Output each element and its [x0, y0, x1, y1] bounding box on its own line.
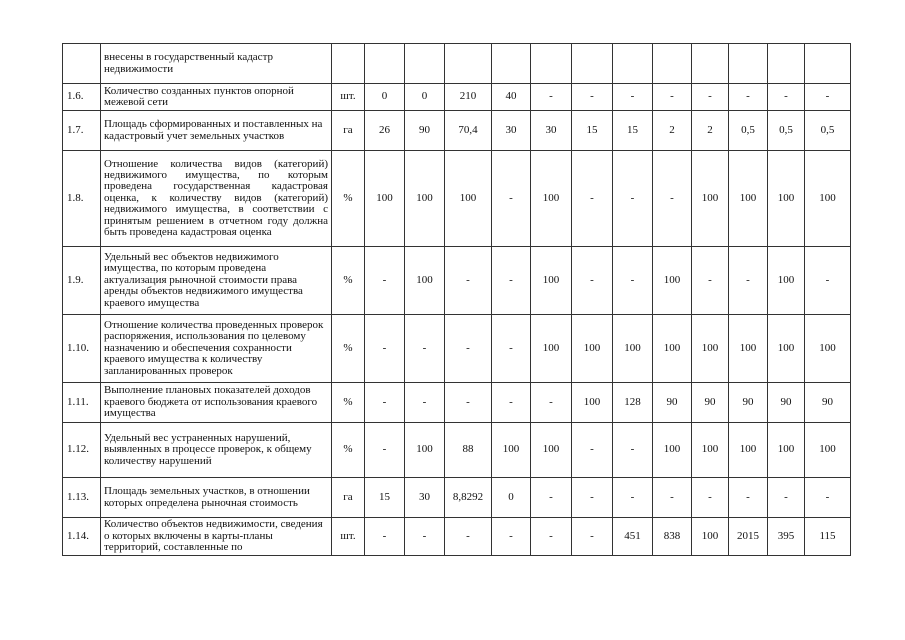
value-cell: -	[492, 383, 531, 423]
value-cell: -	[572, 151, 613, 247]
value-cell: 0	[492, 478, 531, 518]
value-cell: -	[653, 151, 692, 247]
value-cell: -	[445, 518, 492, 556]
unit-cell: %	[332, 383, 365, 423]
unit-cell: %	[332, 151, 365, 247]
value-cell: -	[692, 247, 729, 315]
value-cell: 100	[729, 423, 768, 478]
value-cell: -	[445, 383, 492, 423]
value-cell: -	[572, 423, 613, 478]
value-cell: 100	[692, 151, 729, 247]
indicator-description: внесены в государственный кадастр недвижимости	[101, 44, 332, 84]
indicator-description: Площадь сформированных и поставленных на кадастровый учет земельных участков	[101, 111, 332, 151]
value-cell	[653, 44, 692, 84]
value-cell	[613, 44, 653, 84]
value-cell: 100	[805, 423, 851, 478]
table-row	[63, 383, 851, 423]
indicator-description: Отношение количества видов (категорий) недвижимого имущества, по которым проведена государственная кадастровая оценка, к количеству видов (категорий) недвижимого имущества, в соответствии с принятым решением в отчетном году должна быть проведена кадастровая оценка	[101, 151, 332, 247]
value-cell: -	[653, 478, 692, 518]
table-row	[63, 478, 851, 518]
value-cell: 100	[768, 247, 805, 315]
indicator-description: Удельный вес устраненных нарушений, выявленных в процессе проверок, к общему количеству нарушений	[101, 423, 332, 478]
value-cell: 100	[572, 383, 613, 423]
value-cell: 210	[445, 84, 492, 111]
value-cell: -	[805, 247, 851, 315]
value-cell: 70,4	[445, 111, 492, 151]
value-cell: -	[531, 383, 572, 423]
unit-cell: шт.	[332, 518, 365, 556]
value-cell: -	[613, 478, 653, 518]
value-cell: 0,5	[729, 111, 768, 151]
value-cell: 100	[365, 151, 405, 247]
table-row	[63, 315, 851, 383]
value-cell	[692, 44, 729, 84]
value-cell: 100	[805, 315, 851, 383]
indicator-description: Удельный вес объектов недвижимого имущества, по которым проведена актуализация рыночной стоимости права аренды объектов недвижимого имущества краевого имущества	[101, 247, 332, 315]
value-cell: 100	[445, 151, 492, 247]
value-cell: -	[613, 423, 653, 478]
value-cell	[445, 44, 492, 84]
value-cell	[729, 44, 768, 84]
value-cell: 100	[768, 423, 805, 478]
unit-cell	[332, 44, 365, 84]
value-cell: 100	[653, 247, 692, 315]
value-cell: 451	[613, 518, 653, 556]
value-cell: -	[365, 247, 405, 315]
value-cell: 100	[572, 315, 613, 383]
value-cell: 100	[492, 423, 531, 478]
value-cell: 15	[365, 478, 405, 518]
value-cell: 100	[405, 247, 445, 315]
value-cell: -	[805, 84, 851, 111]
value-cell: 100	[768, 315, 805, 383]
value-cell: -	[405, 518, 445, 556]
value-cell: 90	[768, 383, 805, 423]
table-row	[63, 151, 851, 247]
value-cell: -	[729, 478, 768, 518]
row-number	[63, 44, 101, 84]
value-cell: -	[492, 247, 531, 315]
value-cell	[531, 44, 572, 84]
value-cell: 2	[653, 111, 692, 151]
table-row	[63, 423, 851, 478]
row-number: 1.14.	[63, 518, 101, 556]
table-row	[63, 44, 851, 84]
value-cell: -	[729, 247, 768, 315]
value-cell: -	[445, 315, 492, 383]
value-cell	[405, 44, 445, 84]
unit-cell: шт.	[332, 84, 365, 111]
value-cell: 100	[729, 151, 768, 247]
value-cell: 15	[572, 111, 613, 151]
indicator-table-body	[63, 44, 851, 556]
value-cell: 100	[653, 315, 692, 383]
value-cell: 100	[692, 423, 729, 478]
row-number: 1.12.	[63, 423, 101, 478]
value-cell: 88	[445, 423, 492, 478]
value-cell: -	[531, 84, 572, 111]
value-cell: -	[768, 478, 805, 518]
table-row	[63, 111, 851, 151]
value-cell: 2015	[729, 518, 768, 556]
value-cell: -	[729, 84, 768, 111]
indicator-description: Площадь земельных участков, в отношении которых определена рыночная стоимость	[101, 478, 332, 518]
value-cell: -	[692, 478, 729, 518]
value-cell: -	[692, 84, 729, 111]
value-cell: 90	[653, 383, 692, 423]
value-cell: -	[572, 478, 613, 518]
value-cell: 100	[531, 423, 572, 478]
value-cell: -	[365, 383, 405, 423]
value-cell: 8,8292	[445, 478, 492, 518]
value-cell: 100	[653, 423, 692, 478]
value-cell: 40	[492, 84, 531, 111]
value-cell: 100	[613, 315, 653, 383]
value-cell: 0,5	[805, 111, 851, 151]
value-cell: -	[405, 315, 445, 383]
value-cell: 100	[531, 247, 572, 315]
value-cell: 100	[805, 151, 851, 247]
value-cell: -	[365, 518, 405, 556]
value-cell: -	[492, 315, 531, 383]
row-number: 1.6.	[63, 84, 101, 111]
value-cell: -	[492, 518, 531, 556]
value-cell: -	[768, 84, 805, 111]
value-cell	[492, 44, 531, 84]
value-cell: -	[531, 518, 572, 556]
value-cell: 30	[405, 478, 445, 518]
value-cell	[805, 44, 851, 84]
value-cell: 90	[729, 383, 768, 423]
value-cell	[365, 44, 405, 84]
value-cell: 90	[405, 111, 445, 151]
indicator-description: Количество созданных пунктов опорной межевой сети	[101, 84, 332, 111]
value-cell: 0	[405, 84, 445, 111]
table-row	[63, 518, 851, 556]
value-cell: 100	[729, 315, 768, 383]
value-cell: -	[492, 151, 531, 247]
value-cell: 0,5	[768, 111, 805, 151]
value-cell: 30	[492, 111, 531, 151]
unit-cell: %	[332, 247, 365, 315]
value-cell: 90	[805, 383, 851, 423]
value-cell: -	[365, 423, 405, 478]
indicator-description: Отношение количества проведенных проверок распоряжения, использования по целевому назначению и обеспечения сохранности краевого имущества к количеству запланированных проверок	[101, 315, 332, 383]
table-row	[63, 247, 851, 315]
value-cell: -	[531, 478, 572, 518]
value-cell: 100	[531, 315, 572, 383]
indicator-description: Выполнение плановых показателей доходов краевого бюджета от использования краевого имущества	[101, 383, 332, 423]
value-cell: -	[653, 84, 692, 111]
unit-cell: га	[332, 111, 365, 151]
value-cell: 100	[405, 423, 445, 478]
value-cell: -	[572, 518, 613, 556]
value-cell: 26	[365, 111, 405, 151]
value-cell: -	[572, 84, 613, 111]
value-cell	[768, 44, 805, 84]
value-cell: -	[445, 247, 492, 315]
value-cell: -	[613, 84, 653, 111]
value-cell: -	[613, 151, 653, 247]
value-cell: 90	[692, 383, 729, 423]
value-cell: 30	[531, 111, 572, 151]
value-cell: 115	[805, 518, 851, 556]
indicator-table-page	[62, 43, 851, 556]
value-cell: 100	[405, 151, 445, 247]
value-cell: -	[365, 315, 405, 383]
value-cell	[572, 44, 613, 84]
value-cell: 100	[531, 151, 572, 247]
value-cell: 15	[613, 111, 653, 151]
row-number: 1.11.	[63, 383, 101, 423]
value-cell: 100	[692, 315, 729, 383]
value-cell: 838	[653, 518, 692, 556]
value-cell: 2	[692, 111, 729, 151]
unit-cell: %	[332, 423, 365, 478]
row-number: 1.13.	[63, 478, 101, 518]
unit-cell: га	[332, 478, 365, 518]
value-cell: -	[572, 247, 613, 315]
unit-cell: %	[332, 315, 365, 383]
value-cell: 395	[768, 518, 805, 556]
row-number: 1.9.	[63, 247, 101, 315]
row-number: 1.8.	[63, 151, 101, 247]
row-number: 1.10.	[63, 315, 101, 383]
value-cell: 100	[692, 518, 729, 556]
value-cell: 100	[768, 151, 805, 247]
value-cell: -	[805, 478, 851, 518]
value-cell: 128	[613, 383, 653, 423]
value-cell: -	[405, 383, 445, 423]
row-number: 1.7.	[63, 111, 101, 151]
value-cell: -	[613, 247, 653, 315]
table-row	[63, 84, 851, 111]
indicator-description: Количество объектов недвижимости, сведения о которых включены в карты-планы территорий, составленные по	[101, 518, 332, 556]
value-cell: 0	[365, 84, 405, 111]
indicator-table	[62, 43, 851, 556]
